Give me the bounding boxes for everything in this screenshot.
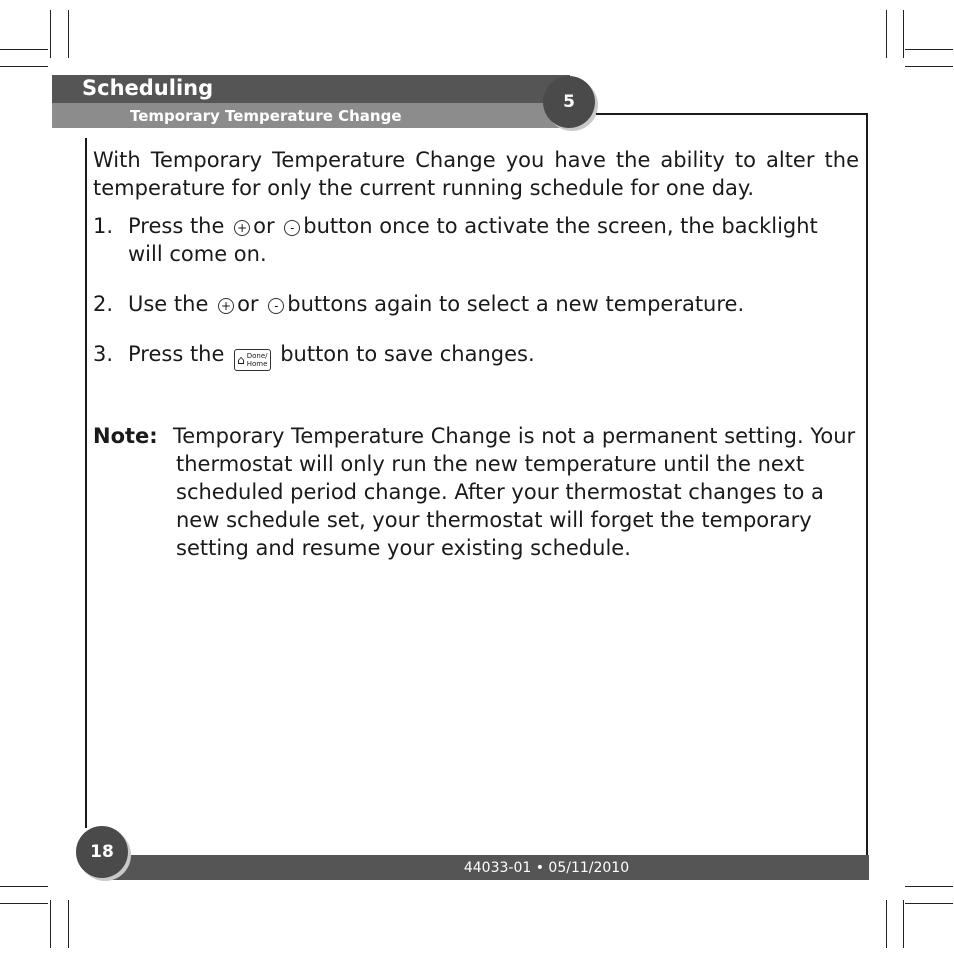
step-item: [93, 212, 859, 268]
done-home-label-top: Done/: [246, 352, 268, 360]
crop-mark: [0, 886, 48, 887]
step-text: or: [253, 214, 275, 238]
step-number: 1.: [93, 214, 114, 238]
house-icon: ⌂: [237, 353, 245, 367]
crop-mark: [50, 10, 51, 58]
document-code: 44033-01 • 05/11/2010: [463, 860, 630, 876]
step-text: Use the: [128, 292, 209, 316]
step-text: Press the: [128, 342, 225, 366]
frame-left-line: [85, 138, 87, 828]
note-label: Note:: [93, 424, 158, 448]
step-text: button once to activate the screen, the backlight will come on.: [128, 214, 818, 266]
step-text: or: [237, 292, 259, 316]
done-home-label-bottom: Home: [246, 360, 268, 368]
step-text: Press the: [128, 214, 225, 238]
crop-mark: [0, 66, 48, 67]
subsection-title: Temporary Temperature Change: [130, 107, 402, 125]
step-number: 2.: [93, 292, 114, 316]
crop-mark: [905, 49, 953, 50]
crop-mark: [905, 903, 953, 904]
note-block: [93, 422, 859, 562]
crop-mark: [68, 10, 69, 58]
step-text: button to save changes.: [280, 342, 535, 366]
frame-right-line: [866, 113, 868, 855]
crop-mark: [0, 903, 48, 904]
frame-top-line: [596, 113, 868, 115]
crop-mark: [903, 10, 904, 58]
plus-button-icon: +: [234, 220, 250, 236]
plus-button-icon: +: [218, 298, 234, 314]
step-item: [93, 340, 859, 371]
footer-bar: [104, 855, 869, 880]
step-text: buttons again to select a new temperature.: [287, 292, 745, 316]
done-home-button-icon: [234, 349, 270, 371]
crop-mark: [886, 10, 887, 58]
section-title: Scheduling: [82, 76, 214, 100]
crop-mark: [886, 900, 887, 948]
step-number: 3.: [93, 342, 114, 366]
crop-mark: [50, 900, 51, 948]
intro-paragraph: With Temporary Temperature Change you have the ability to alter the temperature for only the current running schedule for one day.: [93, 148, 859, 200]
crop-mark: [905, 886, 953, 887]
minus-button-icon: -: [268, 298, 284, 314]
note-text: Temporary Temperature Change is not a permanent setting. Your thermostat will only run the new temperature until the next scheduled period change. After your thermostat changes to a new schedule set, your thermostat will forget the temporary setting and resume your existing schedule.: [173, 424, 856, 560]
chapter-number-badge: 5: [543, 76, 595, 128]
page-content: [93, 146, 859, 562]
step-item: [93, 290, 859, 318]
crop-mark: [905, 66, 953, 67]
crop-mark: [903, 900, 904, 948]
minus-button-icon: -: [284, 220, 300, 236]
crop-mark: [68, 900, 69, 948]
page-number-badge: 18: [76, 826, 128, 878]
crop-mark: [0, 49, 48, 50]
